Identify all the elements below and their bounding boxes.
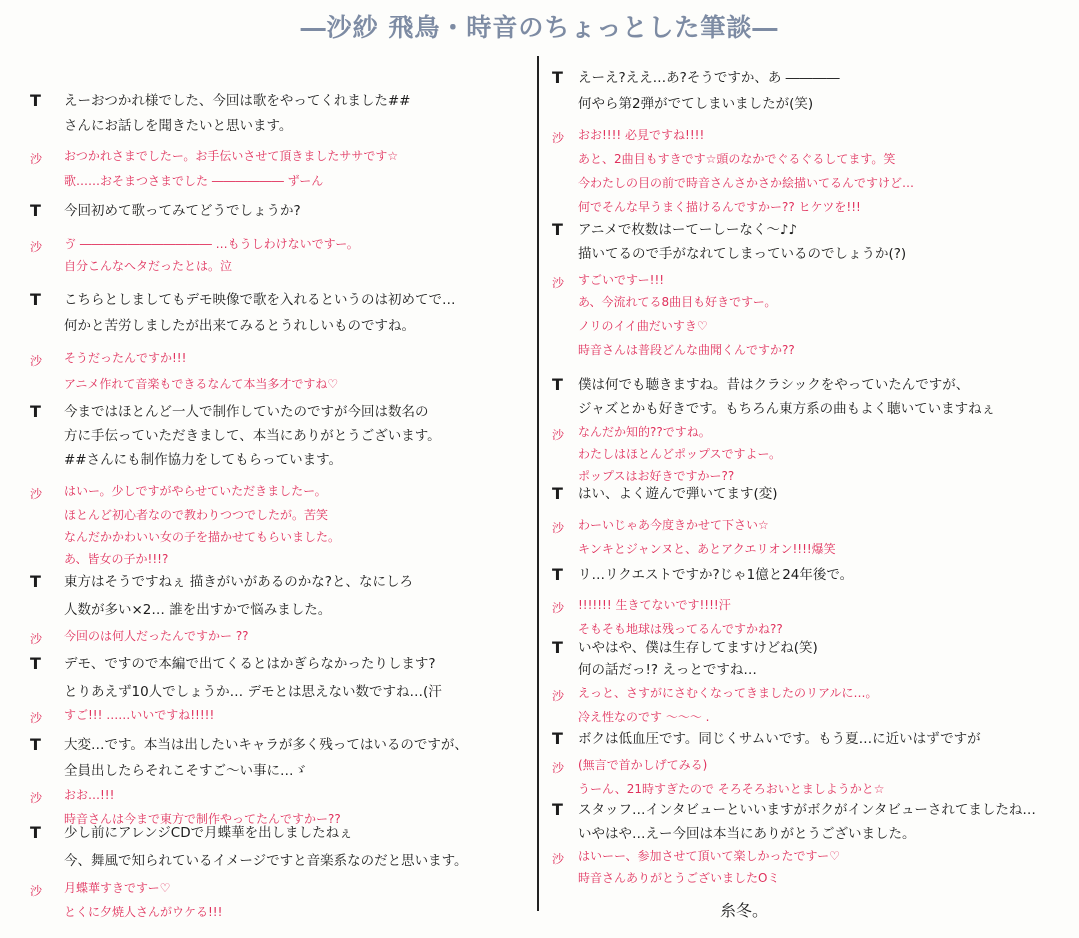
- speaker-mark: 沙: [30, 240, 43, 254]
- dialogue-line: おお…!!!: [64, 788, 115, 802]
- dialogue-line: あ、皆女の子か!!!?: [64, 552, 169, 566]
- dialogue-line: 僕は何でも聴きますね。昔はクラシックをやっていたんですが、: [578, 377, 970, 393]
- dialogue-line: デモ、ですので本編で出てくるとはかぎらなかったりします?: [64, 656, 436, 672]
- speaker-mark: 沙: [30, 354, 43, 368]
- dialogue-line: 東方はそうですねぇ 描きがいがあるのかな?と、なにしろ: [64, 574, 413, 590]
- dialogue-line: すごいですー!!!: [578, 273, 665, 287]
- dialogue-line: (無言で首かしげてみる): [578, 758, 708, 772]
- dialogue-line: 今まではほとんど一人で制作していたのですが今回は数名の: [64, 404, 429, 420]
- dialogue-line: とくに夕焼人さんがウケる!!!: [64, 905, 223, 919]
- dialogue-line: とりあえず10人でしょうか… デモとは思えない数ですね…(汗: [64, 684, 442, 700]
- speaker-mark: 沙: [552, 761, 565, 775]
- dialogue-line: ノリのイイ曲だいすき♡: [578, 319, 708, 333]
- speaker-mark: 沙: [552, 689, 565, 703]
- speaker-mark: T: [552, 68, 563, 87]
- speaker-mark: T: [30, 654, 41, 673]
- dialogue-line: 何でそんな早うまく描けるんですかー?? ヒケツを!!!: [578, 200, 861, 214]
- dialogue-line: 全員出したらそれこそすご～い事に…ゞ: [64, 763, 307, 779]
- dialogue-line: リ…リクエストですか?じゃ1億と24年後で。: [578, 567, 854, 583]
- dialogue-line: こちらとしましてもデモ映像で歌を入れるというのは初めてで…: [64, 292, 456, 308]
- dialogue-line: あと、2曲目もすきです☆頭のなかでぐるぐるしてます。笑: [578, 152, 896, 166]
- speaker-mark: 沙: [552, 521, 565, 535]
- speaker-mark: 沙: [30, 487, 43, 501]
- dialogue-line: 時音さんは今まで東方で制作やってたんですかー??: [64, 812, 341, 826]
- speaker-mark: T: [30, 572, 41, 591]
- dialogue-line: ##さんにも制作協力をしてもらっています。: [64, 452, 343, 468]
- dialogue-line: アニメで枚数はーてーしーなく～♪♪: [578, 222, 798, 238]
- speaker-mark: T: [30, 290, 41, 309]
- dialogue-line: ボクは低血圧です。同じくサムいです。もう夏…に近いはずですが: [578, 731, 981, 747]
- speaker-mark: 沙: [30, 152, 43, 166]
- speaker-mark: 沙: [552, 276, 565, 290]
- dialogue-line: 今回初めて歌ってみてどうでしょうか?: [64, 203, 301, 219]
- speaker-mark: T: [552, 729, 563, 748]
- dialogue-line: 今わたしの目の前で時音さんさかさか絵描いてるんですけど…: [578, 176, 915, 190]
- dialogue-line: はいー。少しですがやらせていただきましたー。: [64, 484, 327, 498]
- dialogue-line: えっと、さすがにさむくなってきましたのリアルに…。: [578, 686, 878, 700]
- dialogue-line: 時音さんは普段どんな曲聞くんですか??: [578, 343, 795, 357]
- column-divider: [537, 56, 539, 911]
- dialogue-line: ほとんど初心者なので教わりつつでしたが。苦笑: [64, 508, 329, 522]
- speaker-mark: 沙: [30, 791, 43, 805]
- speaker-mark: 沙: [552, 131, 565, 145]
- dialogue-line: わたしはほとんどポップスですよー。: [578, 447, 782, 461]
- dialogue-line: 今回のは何人だったんですかー ??: [64, 629, 249, 643]
- dialogue-line: そもそも地球は残ってるんですかね??: [578, 622, 783, 636]
- dialogue-line: えーおつかれ様でした、今回は歌をやってくれました##: [64, 93, 411, 109]
- speaker-mark: T: [30, 823, 41, 842]
- dialogue-line: えーえ?ええ…あ?そうですか、あ ――――: [578, 70, 840, 86]
- dialogue-line: おつかれさまでしたー。お手伝いさせて頂きましたササです☆: [64, 149, 399, 163]
- dialogue-line: 何かと苦労しましたが出来てみるとうれしいものですね。: [64, 318, 415, 334]
- dialogue-line: わーいじゃあ今度きかせて下さい☆: [578, 518, 769, 532]
- dialogue-line: ゔ ――――――――――― …もうしわけないですー。: [64, 237, 359, 251]
- dialogue-line: 月蝶華すきですー♡: [64, 881, 171, 895]
- dialogue-line: すご!!! ……いいですね!!!!!: [64, 708, 215, 722]
- speaker-mark: T: [552, 638, 563, 657]
- dialogue-line: 描いてるので手がなれてしまっているのでしょうか(?): [578, 246, 907, 262]
- dialogue-line: 自分こんなへタだったとは。泣: [64, 259, 233, 273]
- dialogue-line: ポップスはお好きですかー??: [578, 469, 735, 483]
- speaker-mark: T: [552, 375, 563, 394]
- speaker-mark: T: [552, 565, 563, 584]
- speaker-mark: 沙: [552, 601, 565, 615]
- dialogue-line: !!!!!!! 生きてないです!!!!汗: [578, 598, 731, 612]
- dialogue-line: 今、舞風で知られているイメージですと音楽系なのだと思います。: [64, 853, 468, 869]
- dialogue-line: 大変…です。本当は出したいキャラが多く残ってはいるのですが、: [64, 737, 468, 753]
- dialogue-line: 少し前にアレンジCDで月蝶華を出しましたねぇ: [64, 825, 353, 841]
- dialogue-line: 歌……おそまつさまでした ―――――― ずーん: [64, 174, 324, 188]
- speaker-mark: T: [30, 201, 41, 220]
- speaker-mark: T: [30, 91, 41, 110]
- dialogue-line: 方に手伝っていただきまして、本当にありがとうございます。: [64, 428, 441, 444]
- speaker-mark: T: [552, 484, 563, 503]
- dialogue-line: おお!!!! 必見ですね!!!!: [578, 128, 705, 142]
- dialogue-line: いやはや…えー今回は本当にありがとうございました。: [578, 826, 916, 842]
- dialogue-line: 冷え性なのです ～～～ .: [578, 710, 710, 724]
- speaker-mark: 沙: [30, 711, 43, 725]
- dialogue-line: あ、今流れてる8曲目も好きですー。: [578, 295, 777, 309]
- dialogue-line: なんだか知的??ですね。: [578, 425, 711, 439]
- speaker-mark: 沙: [552, 428, 565, 442]
- speaker-mark: T: [30, 402, 41, 421]
- dialogue-line: いやはや、僕は生存してますけどね(笑): [578, 640, 818, 656]
- page-title: ―沙紗 飛鳥・時音のちょっとした筆談―: [300, 13, 779, 42]
- dialogue-line: 何やら第2弾がでてしまいましたが(笑): [578, 96, 814, 112]
- dialogue-line: 何の話だっ!? えっとですね…: [578, 662, 757, 678]
- dialogue-line: そうだったんですか!!!: [64, 351, 187, 365]
- dialogue-line: アニメ作れて音楽もできるなんて本当多才ですね♡: [64, 377, 339, 391]
- signature: 糸冬。: [720, 901, 769, 920]
- speaker-mark: 沙: [30, 884, 43, 898]
- speaker-mark: 沙: [552, 852, 565, 866]
- dialogue-line: はいーー、参加させて頂いて楽しかったですー♡: [578, 849, 840, 863]
- dialogue-line: 時音さんありがとうございましたOミ: [578, 871, 780, 885]
- speaker-mark: 沙: [30, 632, 43, 646]
- dialogue-line: はい、よく遊んで弾いてます(変): [578, 486, 778, 502]
- dialogue-line: うーん、21時すぎたので そろそろおいとましようかと☆: [578, 782, 885, 796]
- dialogue-line: スタッフ…インタビューといいますがボクがインタビューされてましたね…: [578, 802, 1036, 818]
- dialogue-line: なんだかかわいい女の子を描かせてもらいました。: [64, 530, 341, 544]
- speaker-mark: T: [552, 800, 563, 819]
- dialogue-line: キンキとジャンヌと、あとアクエリオン!!!!爆笑: [578, 542, 836, 556]
- speaker-mark: T: [30, 735, 41, 754]
- dialogue-line: さんにお話しを聞きたいと思います。: [64, 118, 293, 134]
- speaker-mark: T: [552, 220, 563, 239]
- dialogue-line: 人数が多い×2… 誰を出すかで悩みました。: [64, 602, 332, 618]
- dialogue-line: ジャズとかも好きです。もちろん東方系の曲もよく聴いていますねぇ: [578, 401, 996, 417]
